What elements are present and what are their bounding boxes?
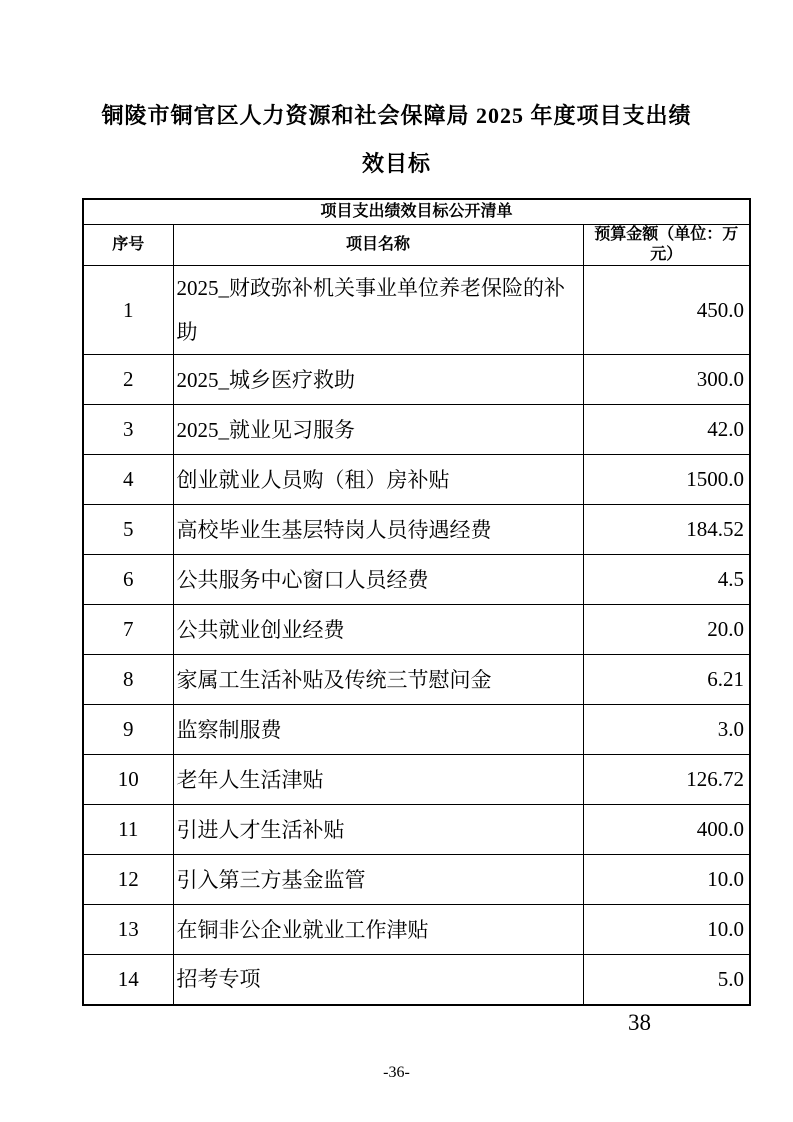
serial-number-cell: 4 — [83, 455, 173, 505]
serial-number-cell: 8 — [83, 655, 173, 705]
project-name-cell: 老年人生活津贴 — [173, 755, 583, 805]
table-row — [83, 455, 750, 505]
table-row — [83, 905, 750, 955]
document-title — [0, 92, 793, 188]
serial-number-cell: 12 — [83, 855, 173, 905]
column-header-project-name: 项目名称 — [173, 225, 583, 266]
project-name-cell: 公共服务中心窗口人员经费 — [173, 555, 583, 605]
column-header-serial: 序号 — [83, 225, 173, 266]
serial-number-cell: 14 — [83, 955, 173, 1005]
budget-amount-cell: 126.72 — [583, 755, 750, 805]
budget-amount-cell: 1500.0 — [583, 455, 750, 505]
budget-amount-cell: 5.0 — [583, 955, 750, 1005]
budget-amount-cell: 10.0 — [583, 905, 750, 955]
table-row — [83, 355, 750, 405]
budget-amount-cell: 42.0 — [583, 405, 750, 455]
table-row — [83, 955, 750, 1005]
budget-amount-cell: 3.0 — [583, 705, 750, 755]
table-row — [83, 405, 750, 455]
project-name-cell: 创业就业人员购（租）房补贴 — [173, 455, 583, 505]
table-row — [83, 705, 750, 755]
column-header-budget-amount: 预算金额（单位：万元） — [583, 225, 750, 266]
budget-amount-cell: 300.0 — [583, 355, 750, 405]
budget-amount-cell: 184.52 — [583, 505, 750, 555]
serial-number-cell: 11 — [83, 805, 173, 855]
project-name-cell: 2025_就业见习服务 — [173, 405, 583, 455]
table-row — [83, 755, 750, 805]
project-name-cell: 引入第三方基金监管 — [173, 855, 583, 905]
budget-table-container — [82, 198, 749, 1006]
table-row — [83, 655, 750, 705]
budget-amount-cell: 400.0 — [583, 805, 750, 855]
serial-number-cell: 2 — [83, 355, 173, 405]
table-row — [83, 605, 750, 655]
project-name-cell: 监察制服费 — [173, 705, 583, 755]
project-name-cell: 在铜非公企业就业工作津贴 — [173, 905, 583, 955]
table-row — [83, 266, 750, 355]
project-name-cell: 引进人才生活补贴 — [173, 805, 583, 855]
budget-amount-cell: 20.0 — [583, 605, 750, 655]
serial-number-cell: 7 — [83, 605, 173, 655]
budget-table — [82, 198, 751, 1006]
project-name-cell: 公共就业创业经费 — [173, 605, 583, 655]
table-header-row — [83, 225, 750, 266]
page-number-bottom: -36- — [383, 1064, 410, 1081]
serial-number-cell: 3 — [83, 405, 173, 455]
project-name-cell: 高校毕业生基层特岗人员待遇经费 — [173, 505, 583, 555]
project-name-cell: 2025_财政弥补机关事业单位养老保险的补助 — [173, 266, 583, 355]
project-name-cell: 家属工生活补贴及传统三节慰问金 — [173, 655, 583, 705]
serial-number-cell: 5 — [83, 505, 173, 555]
budget-amount-cell: 6.21 — [583, 655, 750, 705]
table-row — [83, 505, 750, 555]
table-row — [83, 805, 750, 855]
table-row — [83, 855, 750, 905]
budget-amount-cell: 4.5 — [583, 555, 750, 605]
serial-number-cell: 6 — [83, 555, 173, 605]
document-title-line1: 铜陵市铜官区人力资源和社会保障局 2025 年度项目支出绩 — [101, 103, 692, 128]
serial-number-cell: 10 — [83, 755, 173, 805]
document-title-line2: 效目标 — [361, 151, 431, 176]
budget-amount-cell: 10.0 — [583, 855, 750, 905]
serial-number-cell: 1 — [83, 266, 173, 355]
serial-number-cell: 9 — [83, 705, 173, 755]
project-name-cell: 2025_城乡医疗救助 — [173, 355, 583, 405]
budget-amount-cell: 450.0 — [583, 266, 750, 355]
table-body — [83, 266, 750, 1005]
serial-number-cell: 13 — [83, 905, 173, 955]
table-title: 项目支出绩效目标公开清单 — [83, 199, 750, 225]
page-number-top: 38 — [628, 1010, 651, 1035]
project-name-cell: 招考专项 — [173, 955, 583, 1005]
table-title-row — [83, 199, 750, 225]
table-row — [83, 555, 750, 605]
